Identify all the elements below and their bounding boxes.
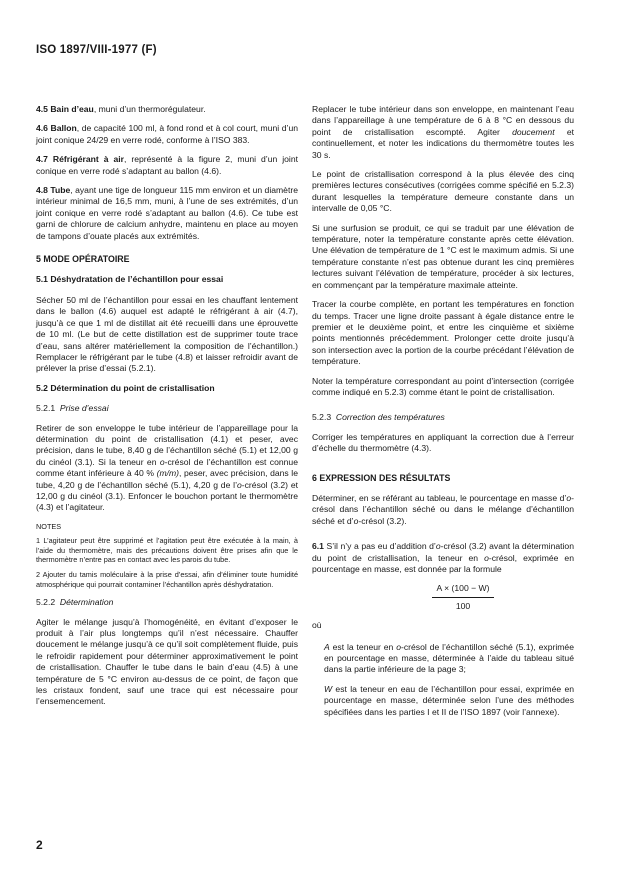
- where-label: où: [312, 620, 322, 631]
- page-number: 2: [36, 838, 43, 852]
- clause-5-2-2-text: Agiter le mélange jusqu’à l’homogénéité, en évitant d’exposer le produit à l’air plus longtemps qu’il n’est nécessaire. Chauffer doucement le mélange jusqu’à ce qu’il soit complètement fluide, puis le refroidir rapidement pour déterminer approximativement le point de cristallisation. Chauffer le tube dans le bain d’eau (4.5) à une température de 5 °C environ au-dessus de ce point, de façon que les cristaux fondent, sauf une trace qui est nécessaire pour l’ensemencement.: [36, 616, 298, 707]
- clause-4-5: 4.5 Bain d’eau, muni d’un thermorégulateur.: [36, 104, 206, 114]
- paragraph-supercooling: Si une surfusion se produit, ce qui se traduit par une élévation de température, noter la température constante après cette élévation. Une élévation de température de 1 °C est le maximum admis. Si une température constante n’est pas obtenue durant les cinq premières lectures suivant l’élévation de température, procéder à six lectures, en commençant par la température maximale atteinte.: [312, 222, 574, 290]
- formula-fraction: [432, 583, 493, 612]
- left-column: [36, 104, 298, 716]
- definition-A: A est la teneur en o-crésol de l’échantillon séché (5.1), exprimée en pourcentage en masse, déterminée à l’aide du tableau situé dans la partie inférieure de la page 3;: [324, 641, 574, 675]
- notes-label: NOTES: [36, 521, 62, 531]
- clause-5-1-heading: 5.1 Déshydratation de l’échantillon pour essai: [36, 274, 224, 285]
- clause-4-8: 4.8 Tube, ayant une tige de longueur 115 mm environ et un diamètre intérieur minimal de 16,5 mm, muni, à l’une de ses extrémités, d’un joint conique en verre rodé s’adaptant au ballon (4.6). Ce tube est garni de chlorure de calcium anhydre, maintenu en place au moyen de tampons d’ouate placés aux extrémités.: [36, 185, 298, 241]
- clause-5-2-1-heading: 5.2.1 Prise d’essai: [36, 403, 109, 414]
- clause-5-2-3-text: Corriger les températures en appliquant la correction due à l’erreur d’échelle du thermomètre (4.3).: [312, 431, 574, 454]
- clause-5-2-2-heading: 5.2.2 Détermination: [36, 597, 114, 608]
- paragraph-intersection: Noter la température correspondant au point d’intersection (corrigée comme indiqué en 5.2.3) comme étant le point de cristallisation.: [312, 375, 574, 397]
- clause-5-1-text: Sécher 50 ml de l’échantillon pour essai en les chauffant lentement dans le ballon (4.6) auquel est adapté le réfrigérant à air (4.7), jusqu’à ce que 1 ml de distillat ait été recueilli dans une éprouvette de 10 ml. (Le but de cette distillation est de supprimer toute trace d’eau, sans altérer matériellement la composition de l’échantillon.) Remplacer le réfrigérant par le tube (4.8) et laisser refroidir avant de prélever la prise d’essai (5.2.1).: [36, 294, 298, 374]
- clause-4-6: 4.6 Ballon, de capacité 100 ml, à fond rond et à col court, muni d’un joint conique 24/29 en verre rodé, conforme à l’ISO 383.: [36, 123, 298, 145]
- clause-5-2-heading: 5.2 Détermination du point de cristallisation: [36, 382, 215, 393]
- paragraph-replace-tube: Replacer le tube intérieur dans son enveloppe, en maintenant l’eau dans l’appareillage à une température de 6 à 8 °C en dessous du point de cristallisation escompté. Agiter doucement et continuellement, et noter les indications du thermomètre toutes les 30 s.: [312, 104, 574, 160]
- clause-4-7: 4.7 Réfrigérant à air, représenté à la figure 2, muni d’un joint conique en verre rodé s’adaptant au ballon (4.6).: [36, 154, 298, 176]
- formula-denominator: 100: [455, 600, 471, 611]
- definition-W: W est la teneur en eau de l’échantillon pour essai, exprimée en pourcentage en masse, déterminée selon l’une des méthodes spécifiées dans les parties I et II de l’ISO 1897 (voir l’annexe).: [324, 683, 574, 717]
- clause-6-1-text: 6.1 S’il n’y a pas eu d’addition d’o-crésol (3.2) avant la détermination du point de cristallisation, la teneur en o-crésol, exprimée en pourcentage en masse, est donnée par la formule: [312, 541, 574, 574]
- formula-numerator: A × (100 − W): [432, 583, 493, 597]
- paragraph-crystallization-point: Le point de cristallisation correspond à la plus élevée des cinq premières lectures consécutives (corrigées comme spécifié en 5.2.3) durant lesquelles la température demeure constante dans un intervalle de 0,05 °C.: [312, 169, 574, 214]
- clause-5-2-3-heading: 5.2.3 Correction des températures: [312, 412, 445, 423]
- notes-block: [36, 522, 298, 589]
- right-column: [312, 104, 574, 726]
- section-6-heading: 6 EXPRESSION DES RÉSULTATS: [312, 472, 451, 483]
- document-header: ISO 1897/VIII-1977 (F): [36, 44, 157, 56]
- note-1: 1 L’agitateur peut être supprimé et l’agitation peut être exécutée à la main, à l’aide du thermomètre, mais des précautions doivent être prises afin que le thermomètre n’entre pas en contact avec les parois du tube.: [36, 536, 298, 564]
- section-6-text: Déterminer, en se référant au tableau, le pourcentage en masse d’o-crésol dans l’échantillon séché ou dans le mélange d’échantillon séché et d’o-crésol (3.2).: [312, 492, 574, 526]
- clause-5-2-1-text: Retirer de son enveloppe le tube intérieur de l’appareillage pour la détermination du point de cristallisation (4.1) et peser, avec précision, dans le tube, 8,40 g de l’échantillon séché (5.1) et 12,00 g du cinéol (3.1). Si la teneur en o-crésol de l’échantillon est connue comme étant inférieure à 40 % (m/m), peser, avec précision, dans le tube, 4,20 g de l’échantillon séché (5.1), 4,20 g de l’o-crésol (3.2) et 12,00 g du cinéol (3.1). Enfoncer le bouchon portant le thermomètre (4.3) et l’agitateur.: [36, 422, 298, 513]
- paragraph-curve: Tracer la courbe complète, en portant les températures en fonction du temps. Tracer une ligne droite passant à égale distance entre le premier et le deuxième point, et entre les cinquième et sixième points mentionnés précédemment. Prolonger cette droite jusqu’à son intersection avec la portion de la courbe précédant l’élévation de température.: [312, 299, 574, 367]
- formula: [352, 583, 574, 612]
- section-5-heading: 5 MODE OPÉRATOIRE: [36, 254, 130, 265]
- note-2: 2 Ajouter du tamis moléculaire à la prise d’essai, afin d’éliminer toute humidité atmosphérique qui pourrait contaminer l’échantillon après déshydratation.: [36, 570, 298, 589]
